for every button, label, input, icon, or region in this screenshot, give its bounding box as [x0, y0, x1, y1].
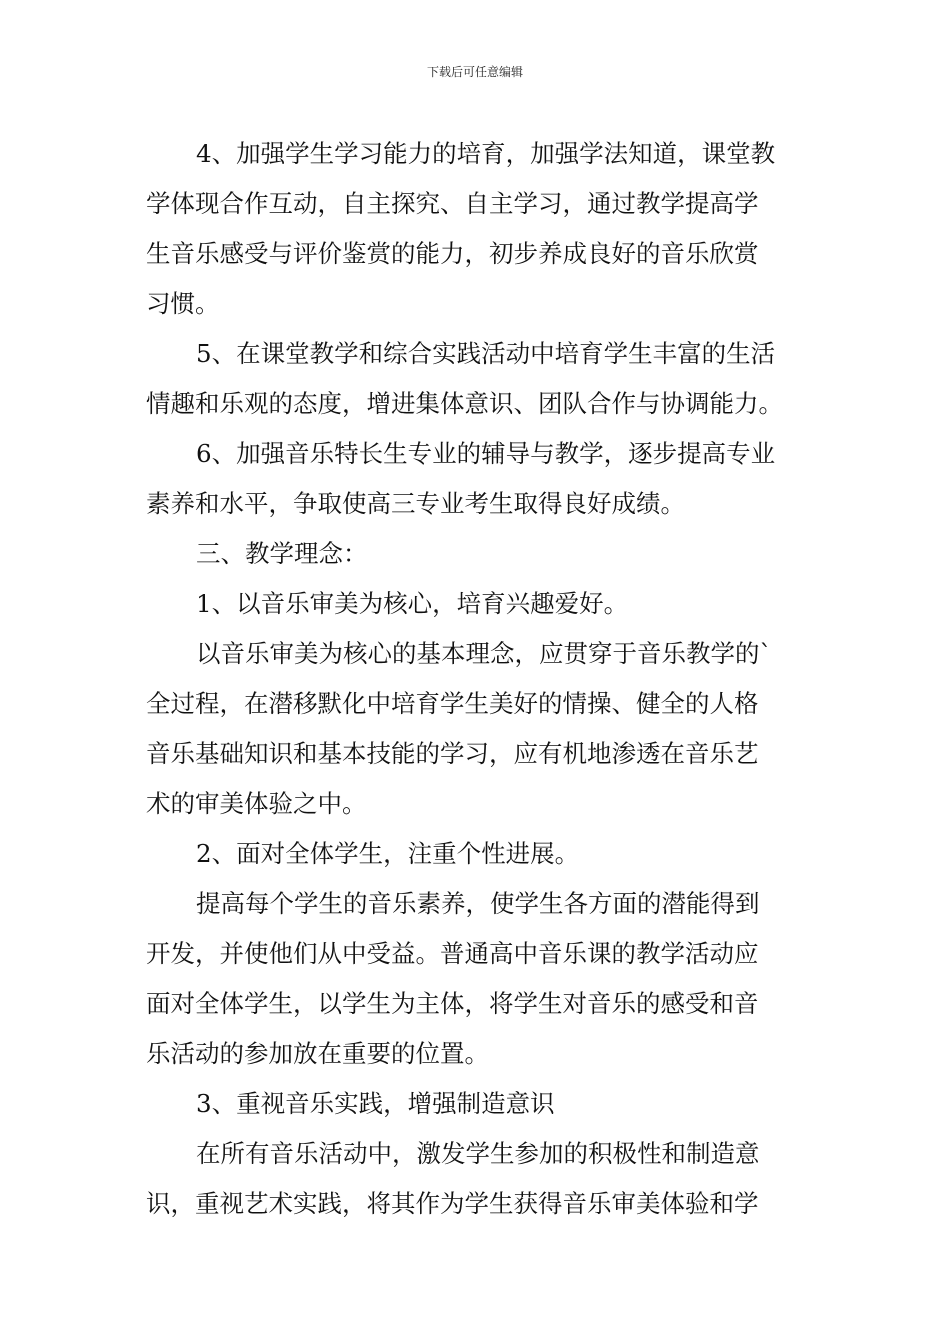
document-line: 6、加强音乐特长生专业的辅导与教学，逐步提高专业	[196, 439, 776, 468]
document-line: 2、面对全体学生，注重个性进展。	[196, 839, 580, 868]
document-line: 生音乐感受与评价鉴赏的能力，初步养成良好的音乐欣赏	[146, 239, 759, 268]
document-line: 开发，并使他们从中受益。普通高中音乐课的教学活动应	[146, 939, 759, 968]
document-body	[146, 129, 810, 1229]
document-line: 习惯。	[146, 289, 220, 318]
document-line: 5、在课堂教学和综合实践活动中培育学生丰富的生活	[196, 339, 776, 368]
document-line: 乐活动的参加放在重要的位置。	[146, 1039, 489, 1068]
document-line: 面对全体学生，以学生为主体，将学生对音乐的感受和音	[146, 989, 759, 1018]
document-line: 素养和水平，争取使高三专业考生取得良好成绩。	[146, 489, 685, 518]
document-line: 以音乐审美为核心的基本理念，应贯穿于音乐教学的`	[196, 639, 772, 668]
document-line: 音乐基础知识和基本技能的学习，应有机地渗透在音乐艺	[146, 739, 759, 768]
document-line: 识，重视艺术实践，将其作为学生获得音乐审美体验和学	[146, 1189, 759, 1218]
document-line: 1、以音乐审美为核心，培育兴趣爱好。	[196, 589, 629, 618]
document-line: 提高每个学生的音乐素养，使学生各方面的潜能得到	[196, 889, 760, 918]
document-line: 3、重视音乐实践，增强制造意识	[196, 1089, 555, 1118]
document-line: 4、加强学生学习能力的培育，加强学法知道，课堂教	[196, 139, 776, 168]
document-line: 学体现合作互动，自主探究、自主学习，通过教学提高学	[146, 189, 759, 218]
document-line: 术的审美体验之中。	[146, 789, 367, 818]
document-line: 情趣和乐观的态度，增进集体意识、团队合作与协调能力。	[146, 389, 783, 418]
document-line: 三、教学理念：	[196, 539, 368, 568]
page-header-note: 下载后可任意编辑	[426, 65, 523, 79]
document-line: 全过程，在潜移默化中培育学生美好的情操、健全的人格	[146, 689, 759, 718]
document-line: 在所有音乐活动中，激发学生参加的积极性和制造意	[196, 1139, 760, 1168]
